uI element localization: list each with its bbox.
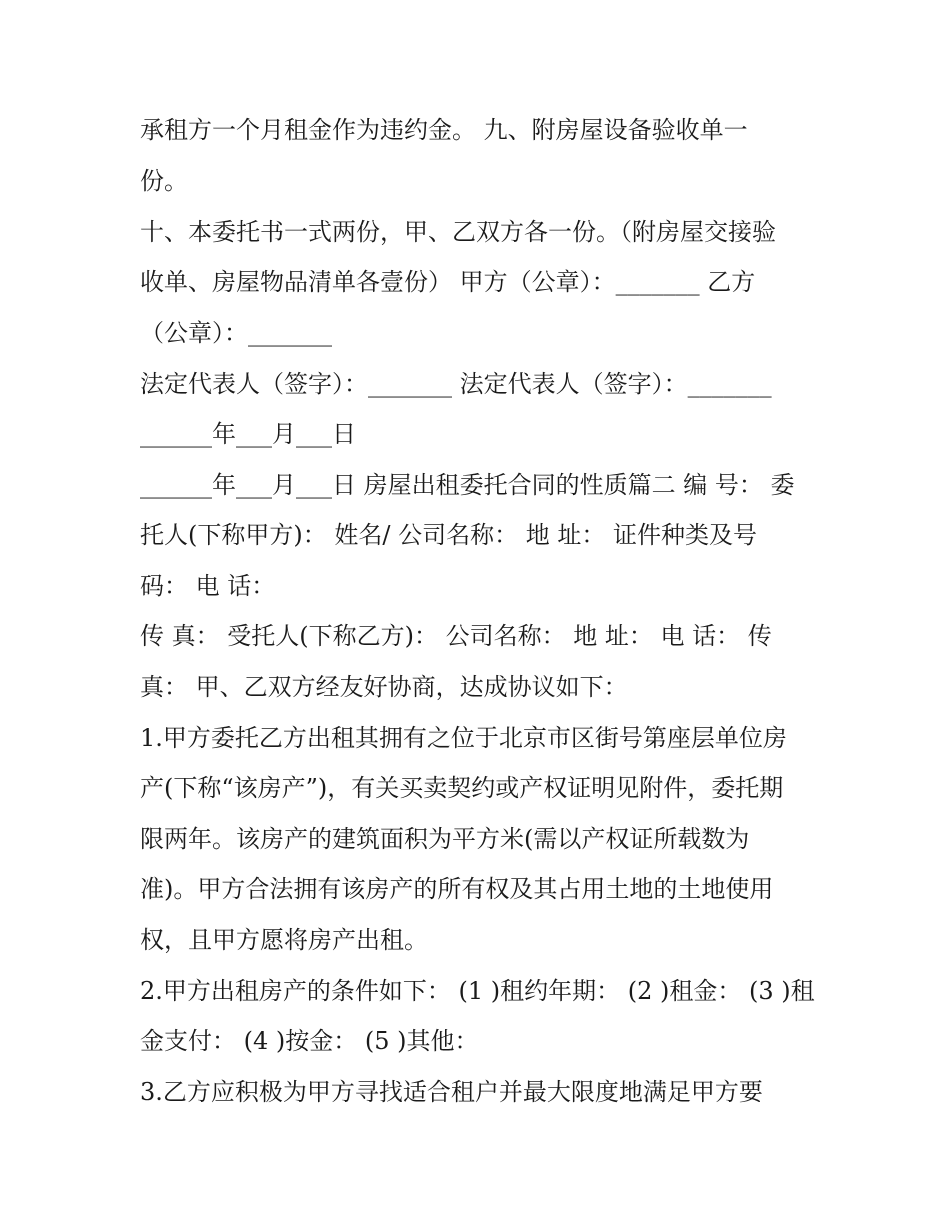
text-line: 码： 电 话： [140,572,276,600]
text-line: （公章）：_______ [140,319,332,347]
text-line: 收单、房屋物品清单各壹份） 甲方（公章）：_______ 乙方 [140,268,756,296]
text-line: ______年___月___日 房屋出租委托合同的性质篇二 编 号： 委 [140,471,795,499]
text-line: 份。 [140,167,188,195]
text-line: 2.甲方出租房产的条件如下： (1 )租约年期： (2 )租金： (3 )租 [140,977,815,1005]
text-line: ______年___月___日 [140,420,356,448]
text-line: 法定代表人（签字）：_______ 法定代表人（签字）：_______ [140,370,772,398]
text-line: 传 真： 受托人(下称乙方)： 公司名称： 地 址： 电 话： 传 [140,622,772,650]
text-line: 限两年。该房产的建筑面积为平方米(需以产权证所载数为 [140,825,750,853]
text-line: 产(下称“该房产”)，有关买卖契约或产权证明见附件，委托期 [140,774,784,802]
text-line: 权，且甲方愿将房产出租。 [140,926,428,954]
text-line: 金支付： (4 )按金： (5 )其他： [140,1027,479,1055]
text-line: 准)。甲方合法拥有该房产的所有权及其占用土地的土地使用 [140,875,774,903]
text-line: 托人(下称甲方)： 姓名/ 公司名称： 地 址： 证件种类及号 [140,521,757,549]
text-line: 十、本委托书一式两份，甲、乙双方各一份。（附房屋交接验 [140,218,776,246]
text-line: 真： 甲、乙双方经友好协商，达成协议如下： [140,673,628,701]
text-line: 承租方一个月租金作为违约金。 九、附房屋设备验收单一 [140,116,748,144]
text-line: 3.乙方应积极为甲方寻找适合租户并最大限度地满足甲方要 [140,1078,763,1106]
text-line: 1.甲方委托乙方出租其拥有之位于北京市区街号第座层单位房 [140,724,787,752]
